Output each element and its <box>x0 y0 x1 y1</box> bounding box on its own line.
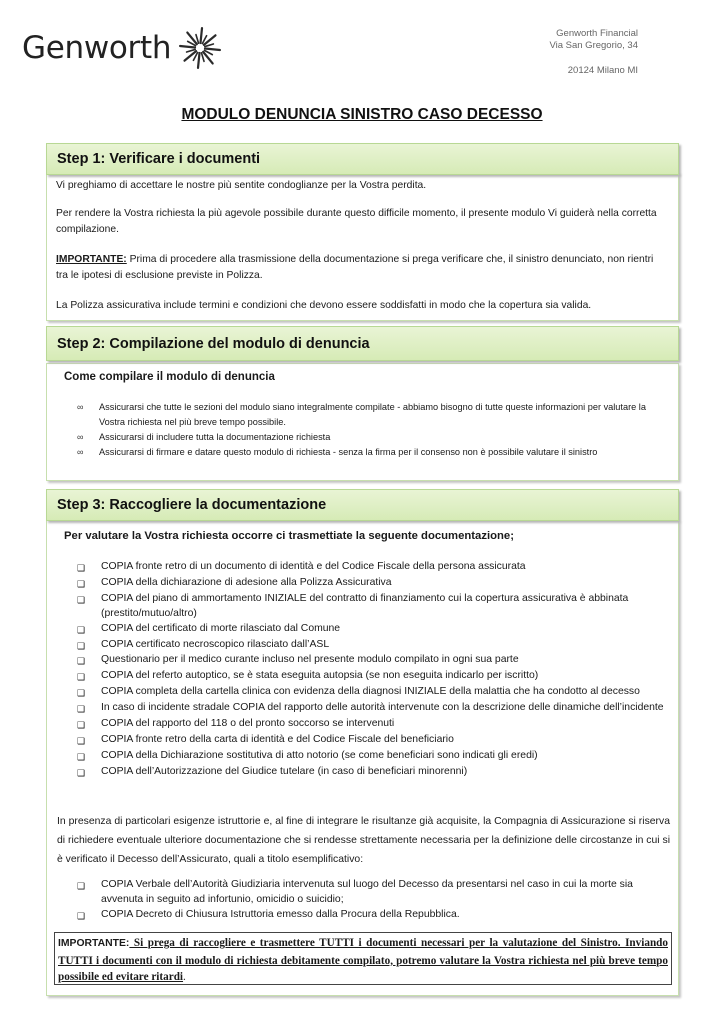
list-item <box>77 560 664 576</box>
list-item <box>77 701 664 717</box>
list-item <box>77 653 664 669</box>
list-item <box>77 765 664 781</box>
list-item-text: COPIA Verbale dell’Autorità Giudiziaria intervenuta sul luogo del Decesso da presentarsi nel caso in cui la morte sia avvenuta in seguito ad infortunio, omicidio o suicidio; <box>101 879 633 905</box>
list-item <box>77 717 664 733</box>
step1-heading: Step 1: Verificare i documenti <box>46 143 679 175</box>
final-important-notice <box>54 932 672 985</box>
important-text: Prima di procedere alla trasmissione della documentazione si prega verificare che, il sinistro denunciato, non rientri tra le ipotesi di esclusione previste in Polizza. <box>56 254 654 281</box>
important-label: IMPORTANTE: <box>58 938 130 949</box>
infinity-icon: ∞ <box>77 402 84 412</box>
list-item <box>77 638 664 654</box>
document-title: MODULO DENUNCIA SINISTRO CASO DECESSO <box>181 106 543 123</box>
important-end: . <box>183 971 186 984</box>
address-line: Genworth Financial <box>556 28 638 39</box>
step3-subtitle: Per valutare la Vostra richiesta occorre ci trasmettiate la seguente documentazione; <box>64 530 514 542</box>
list-item <box>77 749 664 765</box>
step2-heading: Step 2: Compilazione del modulo di denuncia <box>46 326 679 361</box>
checkbox-icon: ❑ <box>77 735 86 746</box>
list-item <box>77 430 664 445</box>
address-line: 20124 Milano MI <box>567 65 638 76</box>
checkbox-icon: ❑ <box>77 767 86 778</box>
list-item <box>77 908 664 924</box>
list-item-text: COPIA dell’Autorizzazione del Giudice tutelare (in caso di beneficiari minorenni) <box>101 765 468 777</box>
important-text: Si prega di raccogliere e trasmettere TUTTI i documenti necessari per la valutazione del Sinistro. Inviando TUTTI i documenti con il modulo di richiesta debitamente compilato, potremo valutare la Vostra richiesta nel più breve tempo possibile ed evitare ritardi <box>58 937 668 984</box>
list-item-text: Assicurarsi che tutte le sezioni del modulo siano integralmente compilate - abbiamo bisogno di tutte queste informazioni per valutare la Vostra richiesta nel più breve tempo possibile. <box>99 402 646 427</box>
checkbox-icon: ❑ <box>77 656 86 667</box>
checkbox-icon: ❑ <box>77 563 86 573</box>
list-item <box>77 445 664 460</box>
logo-text: Genworth <box>22 30 172 66</box>
list-item-text: Assicurarsi di firmare e datare questo modulo di richiesta - senza la firma per il consenso non è possibile valutare il sinistro <box>99 447 598 457</box>
checkbox-icon: ❑ <box>77 688 86 699</box>
checkbox-icon: ❑ <box>77 578 86 589</box>
step3-heading: Step 3: Raccogliere la documentazione <box>46 489 679 521</box>
list-item-text: COPIA fronte retro di un documento di identità e del Codice Fiscale della persona assicurata <box>101 561 526 572</box>
list-item-text: COPIA della dichiarazione di adesione alla Polizza Assicurativa <box>101 576 392 588</box>
checkbox-icon: ❑ <box>77 624 86 635</box>
starburst-icon <box>177 25 223 71</box>
list-item-text: COPIA certificato necroscopico rilasciato dall’ASL <box>101 638 330 650</box>
list-item-text: Assicurarsi di includere tutta la documentazione richiesta <box>99 432 331 442</box>
list-item-text: COPIA fronte retro della carta di identità e del Codice Fiscale del beneficiario <box>101 733 454 745</box>
list-item-text: COPIA del referto autoptico, se è stata eseguita autopsia (se non eseguita indicarlo per iscritto) <box>101 670 539 682</box>
step3-box <box>46 520 679 996</box>
genworth-logo <box>22 22 223 74</box>
additional-docs-paragraph: In presenza di particolari esigenze istruttorie e, al fine di integrare le risultanze già acquisite, la Compagnia di Assicurazione si riserva di richiedere eventuale ulteriore documentazione che si rendesse strettamente necessaria per la definizione delle circostanze in cui si è verificato il Decesso dell’Assicurato, quali a titolo esemplificativo: <box>57 816 670 865</box>
list-item-text: COPIA della Dichiarazione sostitutiva di atto notorio (se come beneficiari sono indicati gli eredi) <box>101 749 538 761</box>
list-item <box>77 592 664 622</box>
infinity-icon: ∞ <box>77 447 84 457</box>
checkbox-icon: ❑ <box>77 594 86 605</box>
additional-documents-list <box>77 878 664 924</box>
list-item <box>77 400 664 430</box>
checkbox-icon: ❑ <box>77 910 86 921</box>
step2-bullet-list <box>77 400 664 460</box>
list-item <box>77 878 664 908</box>
step1-box <box>46 172 679 321</box>
checkbox-icon: ❑ <box>77 704 86 715</box>
list-item-text: COPIA del piano di ammortamento INIZIALE del contratto di finanziamento cui la copertura assicurativa è abbinata (prestito/mutuo/altro) <box>101 592 629 619</box>
list-item-text: COPIA completa della cartella clinica con evidenza della diagnosi INIZIALE della malattia che ha condotto al decesso <box>101 686 640 698</box>
list-item <box>77 733 664 749</box>
list-item-text: Questionario per il medico curante incluso nel presente modulo compilato in ogni sua parte <box>101 654 519 666</box>
infinity-icon: ∞ <box>77 432 84 442</box>
address-line: Via San Gregorio, 34 <box>549 40 638 51</box>
policy-text: La Polizza assicurativa include termini e condizioni che devono essere soddisfatti in modo che la copertura sia valida. <box>56 300 592 311</box>
checkbox-icon: ❑ <box>77 640 86 651</box>
company-address <box>549 28 638 77</box>
list-item-text: COPIA del rapporto del 118 o del pronto soccorso se intervenuti <box>101 718 395 730</box>
checkbox-icon: ❑ <box>77 672 86 683</box>
required-documents-list <box>77 560 664 781</box>
checkbox-icon: ❑ <box>77 751 86 762</box>
list-item <box>77 669 664 685</box>
list-item-text: In caso di incidente stradale COPIA del rapporto delle autorità intervenute con la descrizione delle dinamiche dell’incidente <box>101 702 664 714</box>
checkbox-icon: ❑ <box>77 881 86 891</box>
list-item <box>77 685 664 701</box>
step2-box <box>46 363 679 481</box>
list-item-text: COPIA del certificato di morte rilasciato dal Comune <box>101 622 341 634</box>
checkbox-icon: ❑ <box>77 720 86 731</box>
important-label: IMPORTANTE: <box>56 254 127 265</box>
list-item-text: COPIA Decreto di Chiusura Istruttoria emesso dalla Procura della Repubblica. <box>101 908 460 920</box>
important-note <box>56 252 668 284</box>
list-item <box>77 622 664 638</box>
condolences-text: Vi preghiamo di accettare le nostre più sentite condoglianze per la Vostra perdita. <box>56 180 427 191</box>
list-item <box>77 576 664 592</box>
step2-subtitle: Come compilare il modulo di denuncia <box>64 371 275 383</box>
intro-text: Per rendere la Vostra richiesta la più agevole possibile durante questo difficile momento, il presente modulo Vi guiderà nella corretta compilazione. <box>56 208 657 235</box>
